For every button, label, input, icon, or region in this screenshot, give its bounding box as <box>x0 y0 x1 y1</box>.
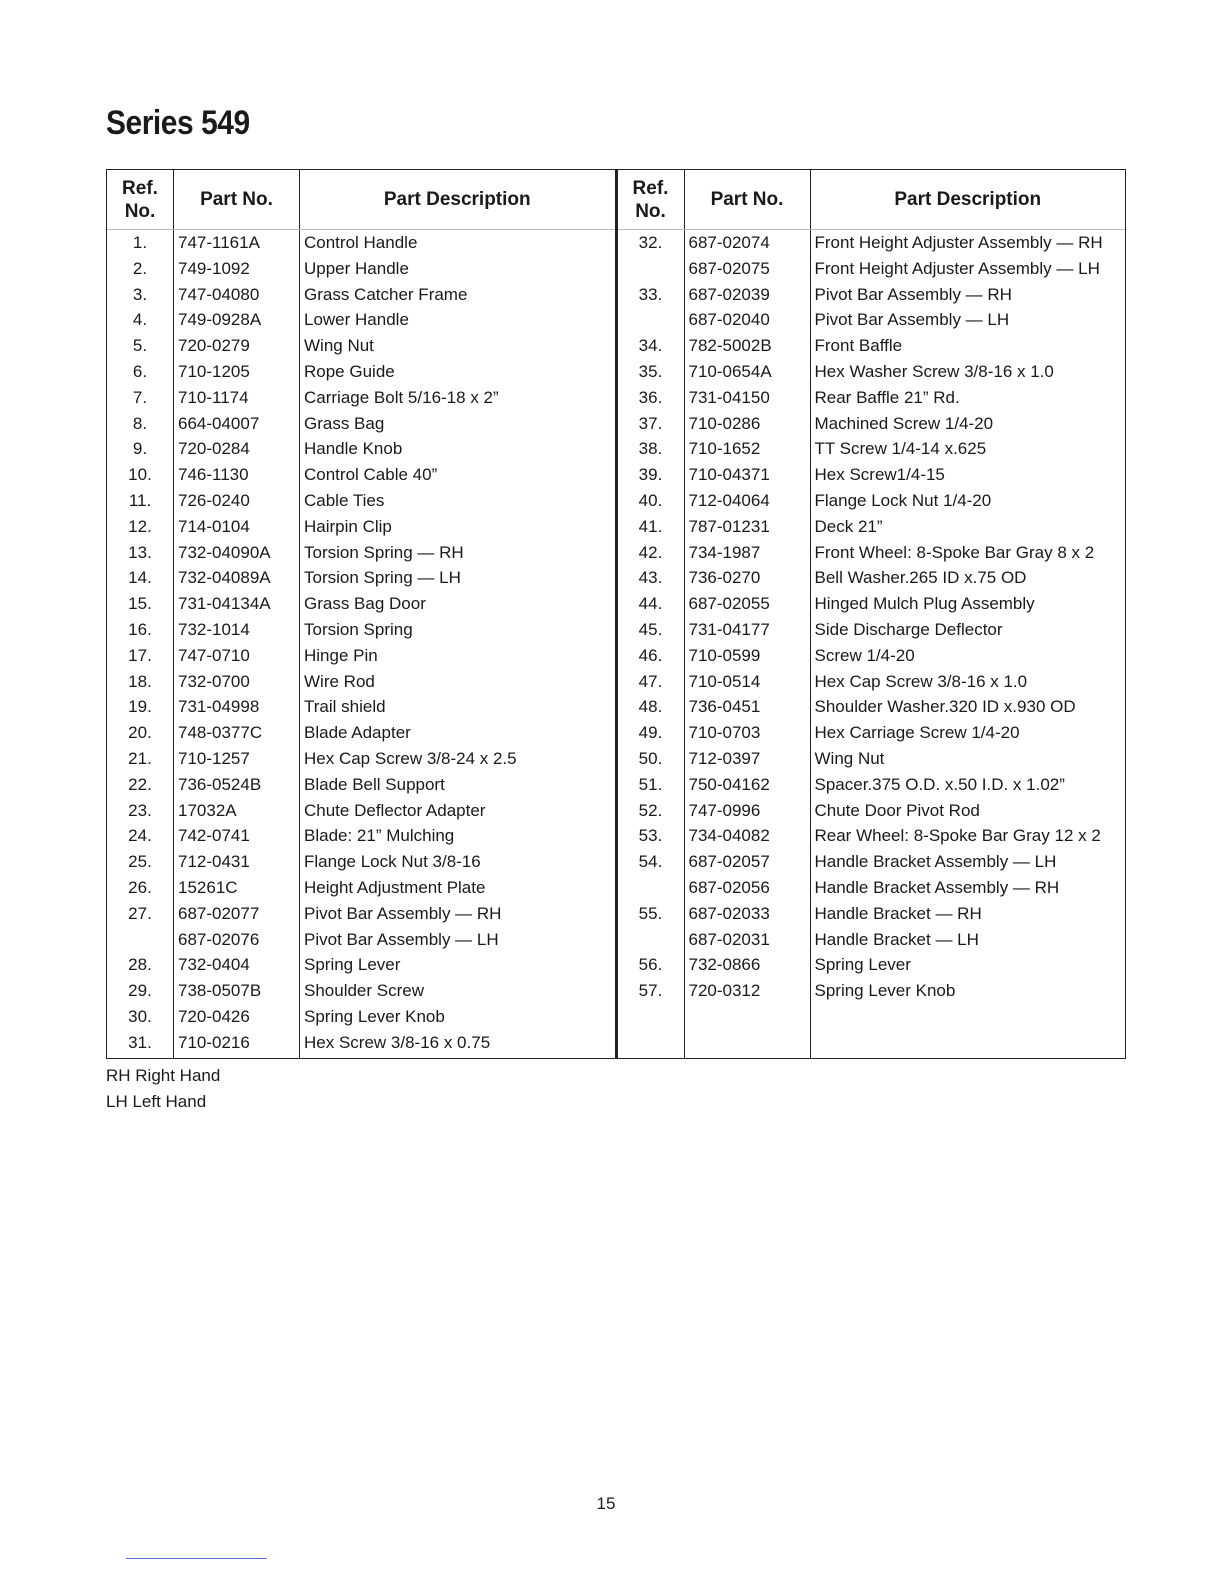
abbreviation-legend <box>106 1063 220 1115</box>
part-description-cell: Front Height Adjuster Assembly — RH <box>814 233 1103 252</box>
ref-number-cell: 55. <box>638 903 663 923</box>
parts-table <box>106 169 1126 1059</box>
ref-number-cell <box>618 256 684 282</box>
part-number-cell: 712-0431 <box>178 852 250 872</box>
part-description-cell: Shoulder Screw <box>304 981 425 1001</box>
part-number-cell: 750-04162 <box>688 774 770 794</box>
part-number-cell: 736-0524B <box>178 774 262 794</box>
part-number-cell: 664-04007 <box>178 413 260 433</box>
ref-number-cell: 51. <box>638 774 663 794</box>
parts-table-left-half <box>107 170 618 1058</box>
part-number-cell: 782-5002B <box>688 336 772 356</box>
ref-number-cell: 42. <box>638 542 663 562</box>
part-number-cell: 734-04082 <box>688 826 770 846</box>
ref-number-cell: 23. <box>128 800 152 820</box>
part-description-cell: Hex Carriage Screw 1/4-20 <box>814 723 1020 743</box>
part-number-cell: 712-04064 <box>688 490 770 510</box>
part-number-cell: 732-0866 <box>688 955 761 975</box>
part-number-cell: 712-0397 <box>688 748 761 768</box>
ref-number-cell: 46. <box>638 645 663 665</box>
part-description-cell: Grass Bag <box>304 413 385 433</box>
ref-column <box>107 230 174 1058</box>
ref-number-cell: 32. <box>638 233 663 252</box>
ref-number-cell: 54. <box>638 852 663 872</box>
ref-number-cell: 27. <box>128 903 152 923</box>
ref-number-cell: 9. <box>132 439 148 459</box>
part-description-cell: Hex Washer Screw 3/8-16 x 1.0 <box>814 361 1054 381</box>
ref-number-cell: 48. <box>638 697 663 717</box>
part-description-cell: Grass Bag Door <box>304 594 426 614</box>
ref-number-cell: 57. <box>638 981 663 1001</box>
ref-number-cell: 15. <box>128 594 152 614</box>
part-number-cell: 710-04371 <box>688 465 770 485</box>
ref-number-cell: 18. <box>128 671 152 691</box>
ref-number-cell: 1. <box>132 233 148 252</box>
ref-number-cell: 44. <box>638 594 663 614</box>
part-number-cell: 710-0286 <box>688 413 761 433</box>
part-description-cell: Chute Door Pivot Rod <box>814 800 980 820</box>
part-description-cell: Rear Wheel: 8-Spoke Bar Gray 12 x 2 <box>814 826 1101 846</box>
ref-number-cell: 3. <box>132 284 148 304</box>
part-number-cell: 720-0426 <box>178 1006 250 1026</box>
ref-number-cell <box>107 927 173 953</box>
legend-item-lh: LH Left Hand <box>106 1092 207 1111</box>
ref-number-cell: 11. <box>128 490 152 510</box>
table-header-row <box>618 170 1126 230</box>
ref-number-cell: 16. <box>128 619 152 639</box>
part-number-cell: 710-1652 <box>688 439 761 459</box>
part-number-cell: 17032A <box>178 800 237 820</box>
part-description-cell: Grass Catcher Frame <box>304 284 468 304</box>
part-description-cell: Flange Lock Nut 1/4-20 <box>814 490 992 510</box>
part-description-cell: Bell Washer.265 ID x.75 OD <box>814 568 1027 588</box>
part-number-cell: 749-0928A <box>178 310 262 330</box>
part-description-cell: Upper Handle <box>304 258 409 278</box>
ref-number-cell: 7. <box>132 387 148 407</box>
part-number-cell: 720-0279 <box>178 336 250 356</box>
ref-number-cell <box>618 307 684 333</box>
part-number-cell: 720-0312 <box>688 981 761 1001</box>
ref-number-cell: 36. <box>638 387 663 407</box>
part-number-cell: 731-04134A <box>178 594 271 614</box>
ref-number-cell: 52. <box>638 800 663 820</box>
part-number-cell: 687-02076 <box>178 929 260 949</box>
part-description-cell: Machined Screw 1/4-20 <box>814 413 994 433</box>
ref-number-cell: 4. <box>132 310 148 330</box>
part-description-cell: Pivot Bar Assembly — RH <box>814 284 1012 304</box>
ref-number-cell: 47. <box>638 671 663 691</box>
ref-number-cell: 43. <box>638 568 663 588</box>
part-description-cell: Control Cable 40” <box>304 465 438 485</box>
part-number-cell: 747-0996 <box>688 800 761 820</box>
part-description-cell: Handle Bracket — RH <box>814 903 982 923</box>
part-description-cell: Front Wheel: 8-Spoke Bar Gray 8 x 2 <box>814 542 1095 562</box>
ref-number-cell: 39. <box>638 465 663 485</box>
part-number-cell: 738-0507B <box>178 981 262 1001</box>
ref-number-cell: 25. <box>128 852 152 872</box>
header-part-no: Part No. <box>685 170 811 229</box>
part-number-cell: 710-0654A <box>688 361 772 381</box>
part-number-cell: 748-0377C <box>178 723 263 743</box>
part-number-cell: 732-04089A <box>178 568 271 588</box>
ref-number-cell: 28. <box>128 955 152 975</box>
part-description-cell: Wire Rod <box>304 671 375 691</box>
part-number-cell: 714-0104 <box>178 516 250 536</box>
header-part-description: Part Description <box>894 189 1042 210</box>
ref-number-cell: 6. <box>132 361 148 381</box>
header-ref-no-label: Ref. No. <box>122 177 158 222</box>
part-number-cell: 687-02074 <box>688 233 770 252</box>
part-number-cell: 15261C <box>178 877 238 897</box>
page-title: Series 549 <box>106 104 250 142</box>
part-number-cell: 732-04090A <box>178 542 271 562</box>
part-number-cell: 687-02039 <box>688 284 770 304</box>
part-number-cell: 747-04080 <box>178 284 260 304</box>
ref-number-cell: 12. <box>128 516 152 536</box>
part-description-cell: Trail shield <box>304 697 386 717</box>
part-number-cell: 732-0404 <box>178 955 250 975</box>
part-description-cell: Shoulder Washer.320 ID x.930 OD <box>814 697 1076 717</box>
description-column <box>811 230 1126 1058</box>
ref-number-cell: 40. <box>638 490 663 510</box>
description-column <box>300 230 615 1058</box>
part-description-cell: Hinge Pin <box>304 645 378 665</box>
part-description-cell: Hex Cap Screw 3/8-24 x 2.5 <box>304 748 517 768</box>
ref-number-cell: 31. <box>128 1032 152 1052</box>
part-description-cell: Spacer.375 O.D. x.50 I.D. x 1.02” <box>814 774 1065 794</box>
part-description-cell: Blade Adapter <box>304 723 411 743</box>
table-body <box>618 230 1126 1058</box>
part-number-cell: 710-1257 <box>178 748 250 768</box>
part-number-cell: 726-0240 <box>178 490 250 510</box>
part-description-cell: Handle Bracket Assembly — LH <box>814 852 1057 872</box>
ref-number-cell <box>618 875 684 901</box>
part-number-cell: 736-0451 <box>688 697 761 717</box>
parts-table-right-half <box>618 170 1126 1058</box>
part-number-cell: 687-02031 <box>688 929 770 949</box>
part-description-cell: Torsion Spring — RH <box>304 542 464 562</box>
ref-number-cell: 20. <box>128 723 152 743</box>
part-number-cell: 710-0599 <box>688 645 761 665</box>
part-description-cell: Pivot Bar Assembly — LH <box>814 310 1010 330</box>
ref-number-cell: 5. <box>132 336 148 356</box>
part-number-cell: 710-0216 <box>178 1032 250 1052</box>
ref-number-cell: 56. <box>638 955 663 975</box>
part-description-cell: Lower Handle <box>304 310 409 330</box>
header-part-description: Part Description <box>383 189 531 210</box>
part-number-cell: 734-1987 <box>688 542 761 562</box>
part-number-cell: 731-04998 <box>178 697 260 717</box>
part-description-cell: Spring Lever <box>304 955 401 975</box>
ref-number-cell: 34. <box>638 336 663 356</box>
part-number-cell: 687-02056 <box>688 877 770 897</box>
header-ref-no <box>618 170 685 229</box>
part-description-cell: Control Handle <box>304 233 418 252</box>
ref-number-cell: 13. <box>128 542 152 562</box>
part-description-cell: Blade Bell Support <box>304 774 445 794</box>
ref-number-cell: 41. <box>638 516 663 536</box>
ref-number-cell: 2. <box>132 258 148 278</box>
ref-number-cell: 35. <box>638 361 663 381</box>
ref-number-cell: 21. <box>128 748 152 768</box>
part-description-cell: Front Height Adjuster Assembly — LH <box>814 258 1100 278</box>
header-part-no: Part No. <box>174 170 300 229</box>
part-description-cell: Pivot Bar Assembly — LH <box>304 929 499 949</box>
part-description-cell: Rear Baffle 21” Rd. <box>814 387 960 407</box>
ref-number-cell: 8. <box>132 413 148 433</box>
part-description-cell: Height Adjustment Plate <box>304 877 486 897</box>
ref-number-cell: 19. <box>128 697 152 717</box>
part-description-cell: Torsion Spring <box>304 619 413 639</box>
ref-number-cell: 10. <box>128 465 152 485</box>
part-number-cell: 687-02055 <box>688 594 770 614</box>
ref-number-cell: 30. <box>128 1006 152 1026</box>
ref-number-cell: 38. <box>638 439 663 459</box>
part-description-cell: Rope Guide <box>304 361 395 381</box>
table-header-row <box>107 170 615 230</box>
part-number-cell: 731-04177 <box>688 619 770 639</box>
part-number-cell: 687-02033 <box>688 903 770 923</box>
ref-number-cell <box>618 927 684 953</box>
part-description-cell: Flange Lock Nut 3/8-16 <box>304 852 481 872</box>
part-number-cell: 687-02075 <box>688 258 770 278</box>
part-no-column <box>174 230 300 1058</box>
part-description-cell: Handle Bracket — LH <box>814 929 979 949</box>
part-description-cell: Hinged Mulch Plug Assembly <box>814 594 1035 614</box>
part-number-cell: 687-02057 <box>688 852 770 872</box>
ref-number-cell: 53. <box>638 826 663 846</box>
part-description-cell: Blade: 21” Mulching <box>304 826 455 846</box>
ref-column <box>618 230 685 1058</box>
part-number-cell: 747-0710 <box>178 645 250 665</box>
part-number-cell: 710-1174 <box>178 387 249 407</box>
part-description-cell: Pivot Bar Assembly — RH <box>304 903 502 923</box>
ref-number-cell: 22. <box>128 774 152 794</box>
part-number-cell: 710-0514 <box>688 671 761 691</box>
ref-number-cell: 33. <box>638 284 663 304</box>
part-description-cell: Cable Ties <box>304 490 385 510</box>
part-description-cell: Wing Nut <box>814 748 885 768</box>
header-ref-no <box>107 170 174 229</box>
part-description-cell: Spring Lever <box>814 955 911 975</box>
part-description-cell: Hex Cap Screw 3/8-16 x 1.0 <box>814 671 1028 691</box>
part-number-cell: 746-1130 <box>178 465 249 485</box>
part-description-cell: Screw 1/4-20 <box>814 645 915 665</box>
part-description-cell: Spring Lever Knob <box>814 981 956 1001</box>
part-description-cell: Deck 21” <box>814 516 883 536</box>
part-description-cell: Torsion Spring — LH <box>304 568 461 588</box>
ref-number-cell: 17. <box>128 645 152 665</box>
part-number-cell: 710-0703 <box>688 723 761 743</box>
part-number-cell: 687-02077 <box>178 903 260 923</box>
part-number-cell: 687-02040 <box>688 310 770 330</box>
legend-item-rh: RH Right Hand <box>106 1066 221 1085</box>
ref-number-cell: 14. <box>128 568 152 588</box>
part-number-cell: 732-0700 <box>178 671 250 691</box>
part-number-cell: 787-01231 <box>688 516 770 536</box>
part-description-cell: Front Baffle <box>814 336 903 356</box>
ref-number-cell: 24. <box>128 826 152 846</box>
ref-number-cell: 29. <box>128 981 152 1001</box>
part-number-cell: 720-0284 <box>178 439 250 459</box>
part-number-cell: 749-1092 <box>178 258 250 278</box>
footer-rule <box>126 1558 267 1559</box>
ref-number-cell: 45. <box>638 619 663 639</box>
page-number: 15 <box>596 1494 616 1513</box>
part-description-cell: TT Screw 1/4-14 x.625 <box>814 439 987 459</box>
part-description-cell: Side Discharge Deflector <box>814 619 1003 639</box>
part-number-cell: 747-1161A <box>178 233 260 252</box>
part-description-cell: Wing Nut <box>304 336 374 356</box>
part-number-cell: 710-1205 <box>178 361 250 381</box>
part-description-cell: Hairpin Clip <box>304 516 392 536</box>
part-description-cell: Chute Deflector Adapter <box>304 800 486 820</box>
part-number-cell: 732-1014 <box>178 619 250 639</box>
table-body <box>107 230 615 1058</box>
part-no-column <box>685 230 811 1058</box>
ref-number-cell: 37. <box>638 413 663 433</box>
part-number-cell: 736-0270 <box>688 568 761 588</box>
part-number-cell: 742-0741 <box>178 826 250 846</box>
part-number-cell: 731-04150 <box>688 387 770 407</box>
ref-number-cell: 49. <box>638 723 663 743</box>
header-ref-no-label: Ref. No. <box>632 177 669 222</box>
part-description-cell: Hex Screw 3/8-16 x 0.75 <box>304 1032 491 1052</box>
part-description-cell: Carriage Bolt 5/16-18 x 2” <box>304 387 499 407</box>
ref-number-cell: 50. <box>638 748 663 768</box>
ref-number-cell: 26. <box>128 877 152 897</box>
part-description-cell: Hex Screw1/4-15 <box>814 465 945 485</box>
part-description-cell: Spring Lever Knob <box>304 1006 445 1026</box>
part-description-cell: Handle Knob <box>304 439 403 459</box>
part-description-cell: Handle Bracket Assembly — RH <box>814 877 1060 897</box>
